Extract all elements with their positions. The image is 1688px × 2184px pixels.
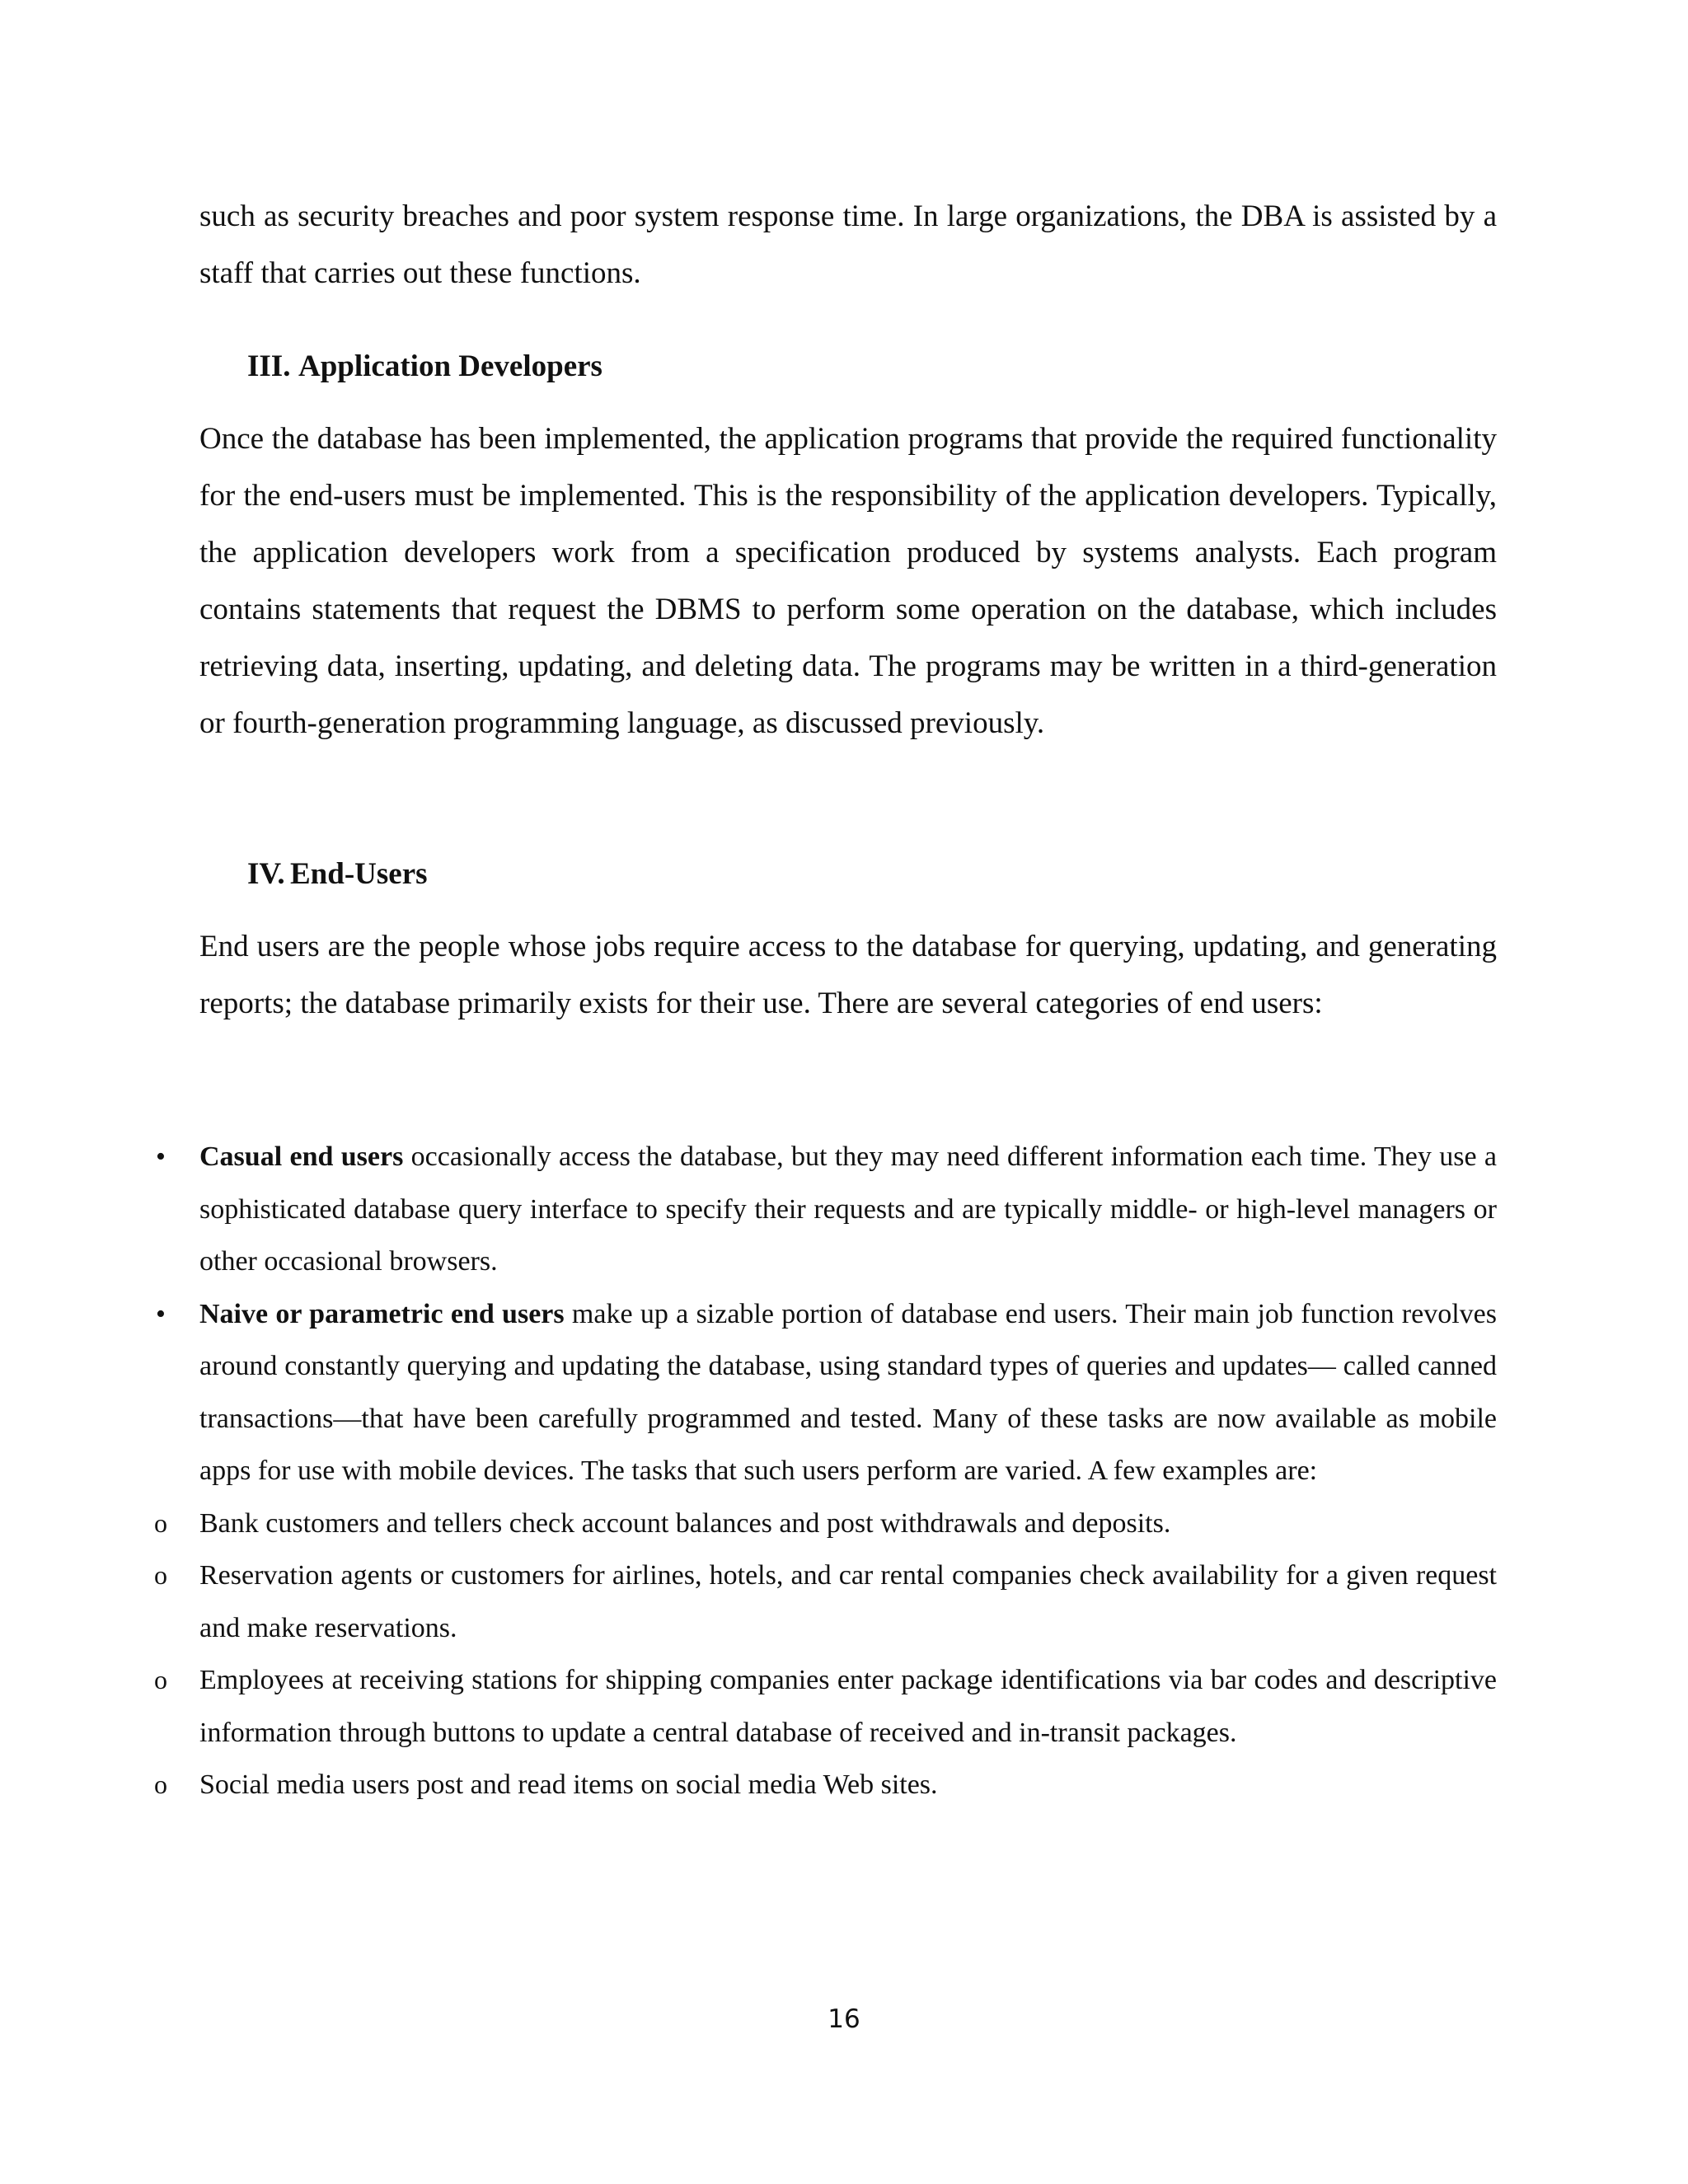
section-title: End-Users [290, 857, 428, 891]
list-item [0, 1288, 1497, 1497]
list-item [0, 1497, 1497, 1550]
bullet-text: make up a sizable portion of database end users. Their main job function revolves around constantly querying and updating the database, using standard types of queries and updates— called canned transactions—that have been carefully programmed and tested. Many of these tasks are now available as mobile apps for use with mobile devices. The tasks that such users perform are varied. A few examples are: [199, 1298, 1497, 1486]
sub-bullet-text: Bank customers and tellers check account balances and post withdrawals and deposits. [199, 1507, 1171, 1539]
end-user-categories-list [0, 1131, 1688, 1811]
circle-bullet-icon: o [154, 1507, 167, 1538]
end-users-paragraph: End users are the people whose jobs require access to the database for querying, updating, and generating reports; the database primarily exists for their use. There are several categories of end users: [199, 930, 1497, 1020]
term-casual-end-users: Casual end users [199, 1141, 404, 1172]
list-item [0, 1654, 1497, 1759]
application-developers-paragraph: Once the database has been implemented, the application programs that provide the required functionality for the end-users must be implemented. This is the responsibility of the application developers. Typically, the application developers work from a specification produced by systems analysts. Each program contains statements that request the DBMS to perform some operation on the database, which includes retrieving data, inserting, updating, and deleting data. The programs may be written in a third-generation or fourth-generation programming language, as discussed previously. [199, 422, 1497, 740]
list-item [0, 1549, 1497, 1654]
circle-bullet-icon: o [154, 1665, 167, 1694]
intro-paragraph: such as security breaches and poor system response time. In large organizations, the DBA is assisted by a staff that carries out these functions. [199, 199, 1497, 290]
page-number: 16 [828, 2004, 860, 2034]
bullet-text: occasionally access the database, but they may need different information each time. They use a sophisticated database query interface to specify their requests and are typically middle- or high-level managers or other occasional browsers. [199, 1141, 1497, 1277]
circle-bullet-icon: o [154, 1769, 167, 1799]
section-title: Application Developers [298, 349, 603, 383]
section-heading-application-developers [247, 348, 603, 386]
section-number: IV. [247, 857, 285, 891]
sub-bullet-text: Social media users post and read items on social media Web sites. [199, 1769, 938, 1800]
term-naive-parametric-end-users: Naive or parametric end users [199, 1298, 565, 1329]
bullet-icon: • [156, 1141, 166, 1172]
section-heading-end-users [247, 855, 428, 893]
section-number: III. [247, 349, 291, 383]
bullet-icon: • [156, 1298, 166, 1329]
sub-bullet-text: Employees at receiving stations for shipping companies enter package identifications via bar codes and descriptive information through buttons to update a central database of received and in-transit packages. [199, 1665, 1497, 1748]
circle-bullet-icon: o [154, 1560, 167, 1590]
sub-bullet-text: Reservation agents or customers for airlines, hotels, and car rental companies check availability for a given request and make reservations. [199, 1560, 1497, 1643]
list-item [0, 1131, 1497, 1288]
list-item [0, 1759, 1497, 1811]
